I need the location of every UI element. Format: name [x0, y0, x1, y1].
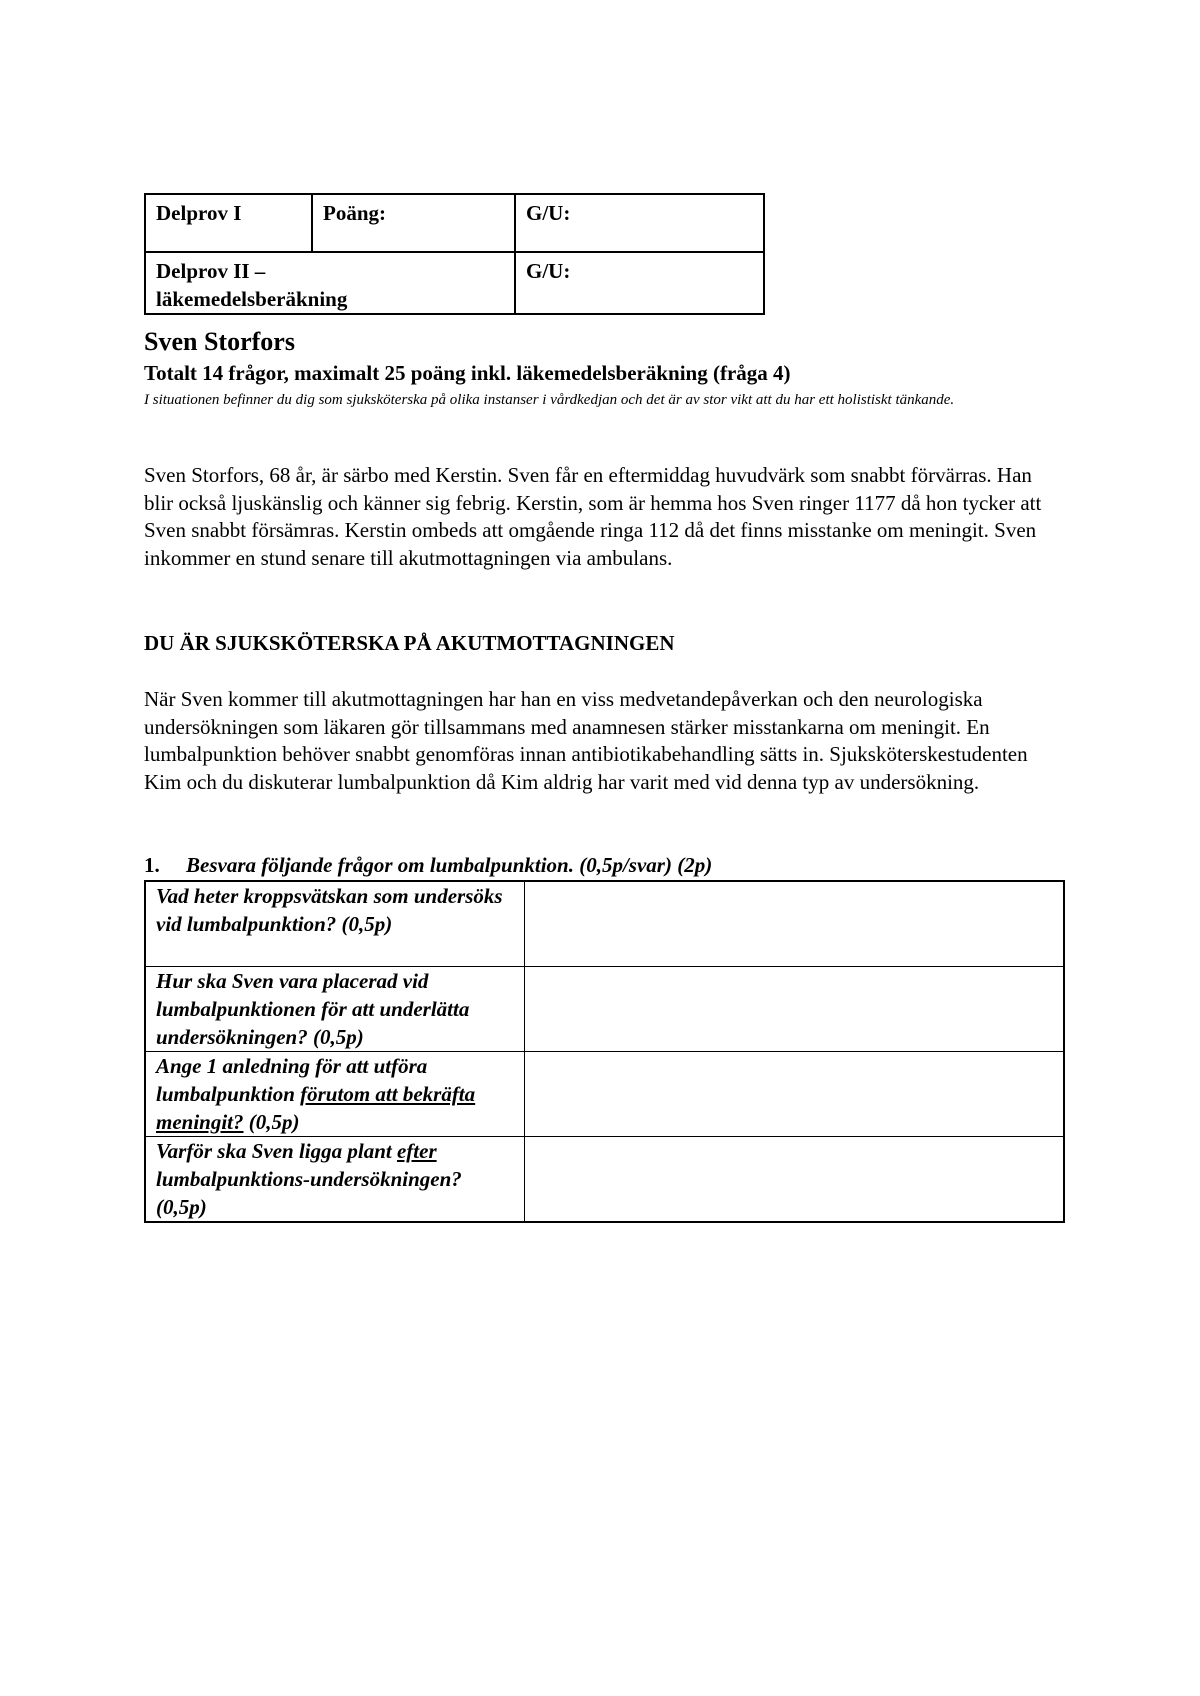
question-1-table	[144, 880, 1065, 1223]
section-heading: DU ÄR SJUKSKÖTERSKA PÅ AKUTMOTTAGNINGEN	[144, 631, 675, 655]
question-1-title	[144, 852, 712, 878]
answer-field[interactable]	[525, 967, 1065, 1052]
question-text: Varför ska Sven ligga plant	[156, 1139, 397, 1163]
answer-field[interactable]	[525, 1137, 1065, 1223]
question-underlined-text: efter	[396, 1139, 437, 1163]
delprov-2-grade-field[interactable]: G/U:	[515, 252, 764, 314]
intro-text: I situationen befinner du dig som sjuksköterska på olika instanser i vårdkedjan och det är av stor vikt att du har ett holistiskt tänkande.	[144, 392, 955, 408]
question-1-text: Besvara följande frågor om lumbalpunktion. (0,5p/svar) (2p)	[186, 853, 713, 877]
question-cell	[145, 1052, 525, 1137]
question-cell	[145, 1137, 525, 1223]
delprov-1-grade-field[interactable]: G/U:	[515, 194, 764, 252]
exam-summary: Totalt 14 frågor, maximalt 25 poäng inkl. läkemedelsberäkning (fråga 4)	[144, 361, 791, 385]
question-points: (0,5p)	[243, 1110, 300, 1134]
delprov-2-label-line1: Delprov II –	[156, 259, 266, 283]
table-row	[145, 1052, 1064, 1137]
question-cell: Hur ska Sven vara placerad vid lumbalpunktionen för att underlätta undersökningen? (0,5p)	[145, 967, 525, 1052]
table-row	[145, 881, 1064, 967]
delprov-2-label	[145, 252, 515, 314]
score-row-delprov-1	[145, 194, 764, 252]
question-points: lumbalpunktions-undersökningen? (0,5p)	[156, 1167, 462, 1219]
score-table	[144, 193, 765, 315]
table-row	[145, 1137, 1064, 1223]
answer-field[interactable]	[525, 1052, 1065, 1137]
question-cell: Vad heter kroppsvätskan som undersöks vid lumbalpunktion? (0,5p)	[145, 881, 525, 967]
delprov-2-label-line2: läkemedelsberäkning	[156, 287, 348, 311]
table-row	[145, 967, 1064, 1052]
case-paragraph-1: Sven Storfors, 68 år, är särbo med Kerstin. Sven får en eftermiddag huvudvärk som snabbt förvärras. Han blir också ljuskänslig och känner sig febrig. Kerstin, som är hemma hos Sven ringer 1177 då hon tycker att Sven snabbt försämras. Kerstin ombeds att omgående ringa 112 då det finns misstanke om meningit. Sven inkommer en stund senare till akutmottagningen via ambulans.	[144, 463, 1042, 570]
poang-field[interactable]: Poäng:	[312, 194, 515, 252]
delprov-1-label: Delprov I	[145, 194, 312, 252]
score-row-delprov-2	[145, 252, 764, 314]
question-text: Ange 1 anledning för att utföra lumbalpunktion	[156, 1054, 428, 1106]
question-1-number: 1.	[144, 853, 160, 877]
answer-field[interactable]	[525, 881, 1065, 967]
case-paragraph-2: När Sven kommer till akutmottagningen har han en viss medvetandepåverkan och den neurologiska undersökningen som läkaren gör tillsammans med anamnesen stärker misstankarna om meningit. En lumbalpunktion behöver snabbt genomföras innan antibiotikabehandling sätts in. Sjuksköterskestudenten Kim och du diskuterar lumbalpunktion då Kim aldrig har varit med vid denna typ av undersökning.	[144, 687, 1028, 794]
question-underlined-text: förutom att bekräfta meningit?	[156, 1082, 476, 1134]
case-title: Sven Storfors	[144, 327, 295, 356]
